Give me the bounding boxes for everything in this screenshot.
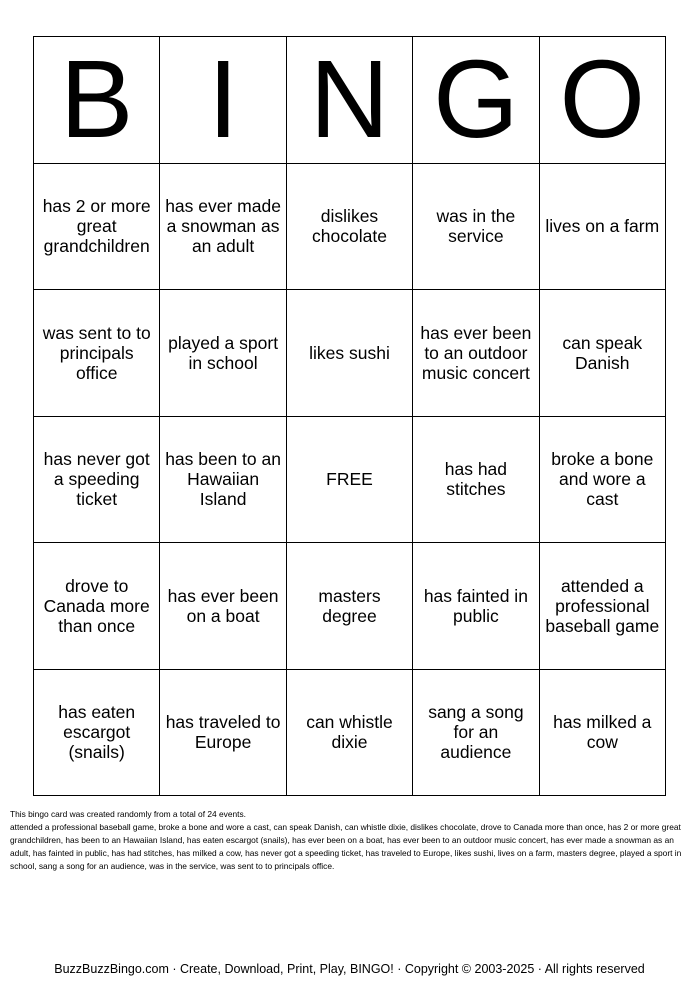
bingo-cell: lives on a farm [540, 164, 666, 291]
site-footer: BuzzBuzzBingo.com · Create, Download, Print, Play, BINGO! · Copyright © 2003-2025 · All rights reserved [54, 962, 645, 976]
bingo-cell: likes sushi [287, 290, 413, 417]
bingo-cell: has 2 or more great grandchildren [34, 164, 160, 291]
bingo-cell: has milked a cow [540, 670, 666, 797]
bingo-cell: has had stitches [413, 417, 539, 544]
bingo-cell: was in the service [413, 164, 539, 291]
bingo-cell: has been to an Hawaiian Island [160, 417, 286, 544]
bingo-cell: has never got a speeding ticket [34, 417, 160, 544]
header-letter-g: G [413, 37, 539, 164]
bingo-cell: sang a song for an audience [413, 670, 539, 797]
bingo-card [33, 36, 666, 796]
bingo-cell: masters degree [287, 543, 413, 670]
bingo-cell: has traveled to Europe [160, 670, 286, 797]
bingo-cell: attended a professional baseball game [540, 543, 666, 670]
footnote-events: attended a professional baseball game, broke a bone and wore a cast, can speak Danish, can whistle dixie, dislikes chocolate, drove to Canada more than once, has 2 or more great grandchildren, has been to an Hawaiian Island, has eaten escargot (snails), has ever been on a boat, has ever been to an outdoor music concert, has ever made a snowman as an adult, has fainted in public, has had stitches, has milked a cow, has never got a speeding ticket, has traveled to Europe, likes sushi, lives on a farm, masters degree, played a sport in school, sang a song for an audience, was in the service, was sent to to principals office. [10, 822, 682, 871]
free-space-cell: FREE [287, 417, 413, 544]
header-letter-n: N [287, 37, 413, 164]
bingo-cell: has ever been to an outdoor music concert [413, 290, 539, 417]
bingo-cell: drove to Canada more than once [34, 543, 160, 670]
bingo-cell: has ever been on a boat [160, 543, 286, 670]
footnote-intro: This bingo card was created randomly from a total of 24 events. [10, 809, 247, 819]
bingo-cell: has ever made a snowman as an adult [160, 164, 286, 291]
header-letter-b: B [34, 37, 160, 164]
bingo-cell: broke a bone and wore a cast [540, 417, 666, 544]
bingo-cell: dislikes chocolate [287, 164, 413, 291]
bingo-cell: has fainted in public [413, 543, 539, 670]
bingo-cell: played a sport in school [160, 290, 286, 417]
bingo-cell: has eaten escargot (snails) [34, 670, 160, 797]
event-list-footnote [10, 808, 690, 873]
bingo-cell: can whistle dixie [287, 670, 413, 797]
bingo-cell: was sent to to principals office [34, 290, 160, 417]
bingo-cell: can speak Danish [540, 290, 666, 417]
header-letter-i: I [160, 37, 286, 164]
header-letter-o: O [540, 37, 666, 164]
